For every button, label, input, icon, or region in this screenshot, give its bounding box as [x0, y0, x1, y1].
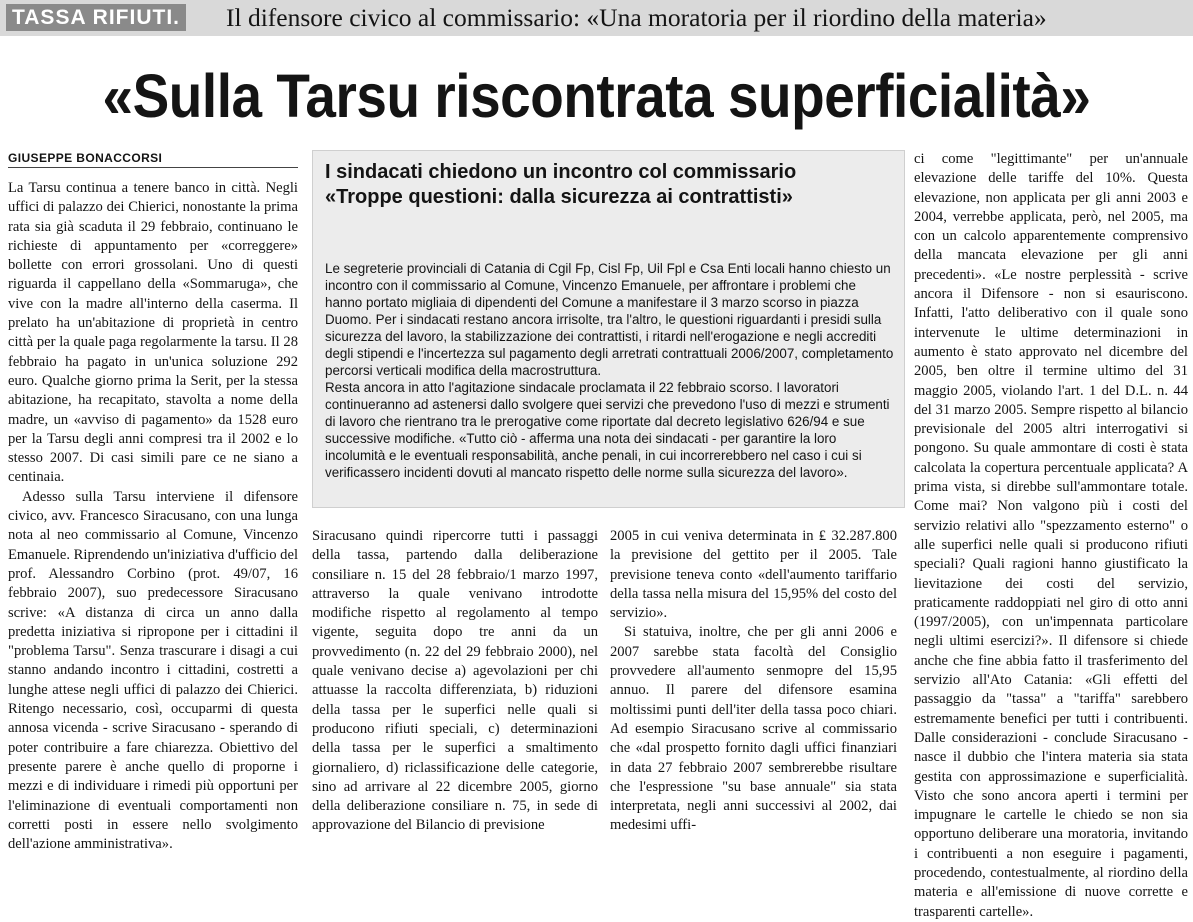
sidebar-headline: [325, 160, 895, 210]
paragraph: Siracusano quindi ripercorre tutti i passaggi della tassa, partendo dalla deliberazione consiliare n. 15 del 28 febbraio/1 marzo 1997, attraverso la quale venivano introdotte modifiche rispetto al regolamento al tempo vigente, seguita dopo tre anni da un provvedimento (n. 22 del 29 febbraio 2000), nel quale venivano decise a) agevolazioni per chi attuasse la raccolta differenziata, b) riduzioni della tassa per le superfici nelle quali si producono rifiuti speciali, c) determinazioni della tassa per le superfici a smaltimento giornaliero, d) riclassificazione delle categorie, sino ad arrivare al 22 dicembre 2005, giorno della deliberazione consiliare n. 75, in sede di approvazione del Bilancio di previsione: [312, 528, 598, 834]
paragraph: Adesso sulla Tarsu interviene il difensore civico, avv. Francesco Siracusano, con una lunga nota al neo commissario al Comune, Vincenzo Emanuele. Riprendendo un'iniziativa d'ufficio del prof. Alessandro Corbino (prot. 49/07, 16 febbraio 2007), suo predecessore Siracusano scrive: «A distanza di circa un anno dalla predetta iniziativa si ripropone per i cittadini il "problema Tarsu". Senza trascurare i disagi a cui stanno andando incontro i cittadini, costretti a lunghe attese negli uffici di palazzo dei Chierici. Ritengo necessario, così, occuparmi di questa annosa vicenda - scrive Siracusano - sperando di poter contribuire a fare chiarezza. Obiettivo del presente parere è anche quello di proporne i mezzi e di individuare i rimedi più opportuni per l'eliminazione di eventuali comportamenti non corretti posti in essere nello svolgimento dell'azione amministrativa».: [8, 488, 298, 853]
headline: «Sulla Tarsu riscontrata superficialità»: [102, 62, 1091, 130]
sidebar-headline-line-1: I sindacati chiedono un incontro col commissario: [325, 161, 797, 183]
article-column-1: [8, 179, 298, 854]
article-column-4: [914, 150, 1188, 922]
sidebar-body: [325, 260, 895, 481]
paragraph: ci come "legittimante" per un'annuale elevazione delle tariffe del 10%. Questa elevazione, non applicata per gli anni 2003 e 2004, verrebbe applicata, però, nel 2005, ma con un calcolo apparentemente comprensivo della mancata elevazione per gli anni precedenti». «Le nostre perplessità - scrive ancora il Difensore - non si esauriscono. Infatti, l'atto deliberativo con il quale sono intervenute le ultime determinazioni in aumento è stato approvato nel dicembre del 2005, ben oltre il termine ultimo del 31 maggio 2005, violando l'art. 1 del D.L. n. 44 del 31 marzo 2005. Sempre rispetto al bilancio previsionale del 2005 altri interrogativi si pongono. Su quale ammontare di costi è stata calcolata la copertura percentuale applicata? A prima vista, si direbbe sull'ammontare totale. Come mai? Non valgono più i costi del servizio relativi allo "spezzamento esterno" o alle superfici nelle quali si producono rifiuti speciali? Quali ragioni hanno giustificato la lievitazione dei costi del servizio, praticamente raddoppiati nel giro di otto anni (1997/2005), con un'impennata particolare negli ultimi esercizi?». Il difensore si chiede anche che fine abbia fatto il trasferimento del servizio all'Ato Catania: «Gli effetti del passaggio da "tassa" a "tariffa" sarebbero estremamente benefici per tutti i contribuenti. Dalle considerazioni - conclude Siracusano - nasce il dubbio che l'intera materia sia stata gestita con approssimazione e superficialità. Visto che sono ancora aperti i termini per impugnare le cartelle le chiedo se non sia opportuno deliberare una moratoria, invitando i contribuenti a non eseguire i pagamenti, procedendo, contestualmente, al riordino della materia e all'emissione di nuove corrette e trasparenti cartelle».: [914, 151, 1188, 920]
sidebar-paragraph: Le segreterie provinciali di Catania di Cgil Fp, Cisl Fp, Uil Fpl e Csa Enti locali hanno chiesto un incontro con il commissario al Comune, Vincenzo Emanuele, per affrontare i problemi che hanno portato migliaia di dipendenti del Comune a manifestare il 3 marzo scorso in piazza Duomo. Per i sindacati restano ancora irrisolte, tra l'altro, le questioni riguardanti i presidi sulla sicurezza del lavoro, la stabilizzazione dei contrattisti, i ritardi nell'erogazione e negli accrediti degli stipendi e l'incertezza sul pagamento degli arretrati contrattuali 2006/2007, completamento percorsi verticali modifica della macrostruttura.: [325, 261, 894, 378]
paragraph: 2005 in cui veniva determinata in ₤ 32.287.800 la previsione del gettito per il 2005. Tale previsione teneva conto «dell'aumento tariffario della tassa nella misura del 15,95% del costo del servizio».: [610, 528, 897, 622]
section-tag: TASSA RIFIUTI.: [6, 4, 186, 31]
paragraph: La Tarsu continua a tenere banco in città. Negli uffici di palazzo dei Chierici, nonostante la prima rata sia già scaduta il 29 febbraio, continuano le richieste di appuntamento per «correggere» bollette con errori grossolani. Uno di questi riguarda il cappellano della «Sommaruga», che vive con la madre all'interno della caserma. Il prelato ha un'abitazione di proprietà in centro città per la quale paga regolarmente la tarsu. Il 28 febbraio ha pagato in un'unica soluzione 292 euro. Qualche giorno prima la Serit, per la stessa abitazione, ha recapitato, stavolta a nome della madre, un «avviso di pagamento» da 1528 euro per la Tarsu degli anni compresi tra il 2002 e lo stesso 2007. Di casi simili pare ce ne siano a centinaia.: [8, 180, 298, 486]
article-column-2: [312, 527, 598, 836]
kicker-subhead: Il difensore civico al commissario: «Una moratoria per il riordino della materia»: [226, 3, 1047, 32]
byline: GIUSEPPE BONACCORSI: [8, 151, 298, 168]
sidebar-headline-line-2: «Troppe questioni: dalla sicurezza ai contrattisti»: [325, 186, 793, 208]
sidebar-paragraph: Resta ancora in atto l'agitazione sindacale proclamata il 22 febbraio scorso. I lavoratori continueranno ad astenersi dallo svolgere quei servizi che prevedono l'uso di mezzi e strumenti di lavoro che rientrano tra le prerogative come riportate dal decreto legislativo 626/94 e sue successive modifiche. «Tutto ciò - afferma una nota dei sindacati - per garantire la loro incolumità e le eventuali responsabilità, anche penali, in cui incorrerebbero nel caso i cui si verificassero incidenti dovuti al mancato rispetto delle norme sulla sicurezza del lavoro».: [325, 380, 890, 480]
article-column-3: [610, 527, 897, 836]
paragraph: Si statuiva, inoltre, che per gli anni 2006 e 2007 sarebbe stata facoltà del Consiglio provvedere all'aumento senmopre del 15,95 annuo. Il parere del difensore esamina moltissimi punti dell'iter della tassa poco chiari. Ad esempio Siracusano scrive al commissario che «dal prospetto fornito dagli uffici finanziari in data 27 febbraio 2007 sembrerebbe risultare che l'espressione "su base annuale" sia stata interpretata, negli anni successivi al 2002, dai medesimi uffi-: [610, 624, 897, 834]
